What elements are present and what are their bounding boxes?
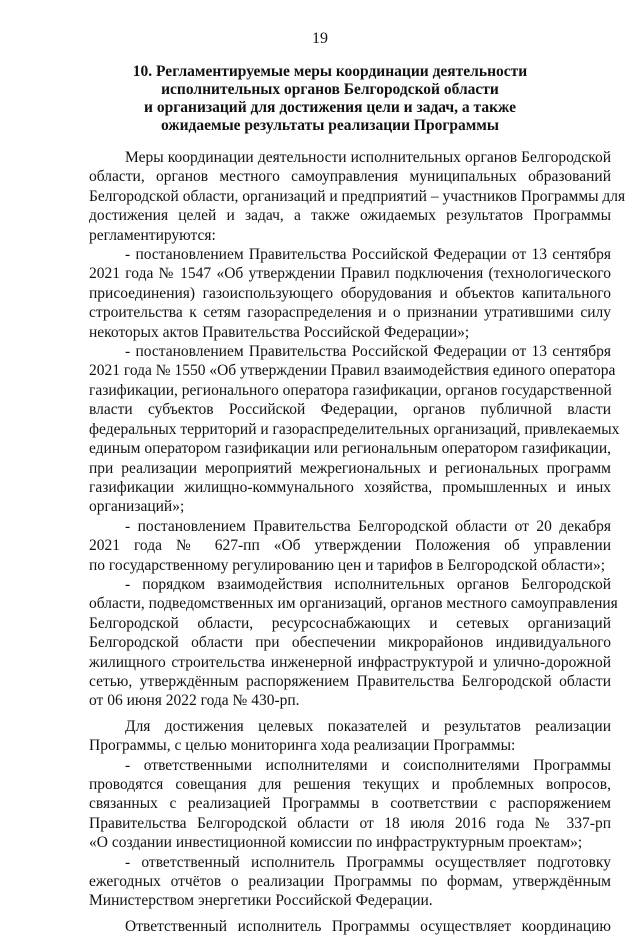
paragraph-line: федеральных территорий и газораспределительных организаций, привлекаемых — [89, 420, 620, 438]
body-paragraph — [89, 717, 611, 756]
paragraph-line: Для достижения целевых показателей и результатов реализации — [125, 717, 611, 735]
paragraph-line: области, органов местного самоуправления муниципальных образований — [89, 168, 611, 186]
heading-line: и организаций для достижения цели и задач, а также — [144, 99, 516, 116]
paragraph-line: Белгородской области, ресурсоснабжающих и сетевых организаций — [89, 614, 611, 632]
paragraph-line: организаций»; — [89, 498, 185, 516]
paragraph-line: ежегодных отчётов о реализации Программы по формам, утверждённым — [89, 873, 611, 891]
paragraph-line: Меры координации деятельности исполнительных органов Белгородской — [125, 149, 611, 166]
paragraph-line: проводятся совещания для решения текущих и проблемных вопросов, — [89, 776, 611, 793]
paragraph-line: сетью, утверждённым распоряжением Правительства Белгородской области — [89, 672, 611, 690]
heading-line: ожидаемые результаты реализации Программы — [161, 117, 499, 134]
paragraph-line: 2021 года № 627-пп «Об утверждении Положения об управлении — [89, 537, 611, 555]
paragraph-line: по государственному регулированию цен и тарифов в Белгородской области»; — [89, 556, 606, 574]
paragraph-line: Белгородской области при обеспечении микрорайонов индивидуального — [89, 634, 611, 652]
paragraph-line: Белгородской области, организаций и предприятий – участников Программы для — [89, 187, 626, 205]
paragraph-line: - постановлением Правительства Белгородской области от 20 декабря — [125, 517, 611, 535]
body-paragraph — [89, 917, 611, 936]
heading-line: 10. Регламентируемые меры координации деятельности — [132, 63, 528, 80]
paragraph-line: присоединения) газоиспользующего оборудования и объектов капитального — [89, 284, 611, 302]
body-paragraph — [89, 575, 618, 711]
paragraph-line: газификации, регионального оператора газификации, органов государственной — [89, 381, 612, 399]
paragraph-line: при реализации мероприятий межрегиональных и региональных программ — [89, 459, 611, 477]
paragraph-line: от 06 июня 2022 года № 430-рп. — [89, 692, 300, 710]
section-heading — [120, 63, 540, 135]
paragraph-line: - порядком взаимодействия исполнительных органов Белгородской — [125, 575, 611, 593]
paragraph-line: газификации жилищно-коммунального хозяйства, промышленных и иных — [89, 478, 611, 496]
body-paragraph — [89, 342, 620, 517]
page-number: 19 — [312, 30, 328, 47]
paragraph-line: регламентируются: — [89, 226, 216, 244]
paragraph-line: достижения целей и задач, а также ожидаемых результатов Программы — [89, 207, 611, 225]
paragraph-line: некоторых актов Правительства Российской Федерации»; — [89, 323, 470, 341]
paragraph-line: Правительства Белгородской области от 18 июля 2016 года № 337-рп — [89, 814, 611, 832]
body-paragraph — [89, 853, 611, 911]
body-paragraph — [89, 517, 611, 575]
paragraph-line: 2021 года № 1547 «Об утверждении Правил подключения (технологического — [89, 265, 611, 283]
paragraph-line: - постановлением Правительства Российской Федерации от 13 сентября — [125, 246, 611, 264]
paragraph-line: области, подведомственных им организаций, органов местного самоуправления — [89, 595, 618, 613]
paragraph-line: Программы, с целью мониторинга хода реализации Программы: — [89, 737, 516, 755]
paragraph-line: Министерством энергетики Российской Федерации. — [89, 892, 433, 910]
paragraph-line: 2021 года № 1550 «Об утверждении Правил взаимодействия единого оператора — [89, 362, 616, 380]
document-body — [89, 148, 626, 936]
paragraph-line: - ответственный исполнитель Программы осуществляет подготовку — [125, 853, 611, 871]
paragraph-line: власти субъектов Российской Федерации, органов публичной власти — [89, 401, 611, 419]
body-paragraph — [89, 756, 611, 853]
body-paragraph — [89, 148, 626, 245]
paragraph-line: Ответственный исполнитель Программы осуществляет координацию — [125, 917, 611, 935]
paragraph-line: жилищного строительства инженерной инфраструктурой и улично-дорожной — [89, 653, 611, 671]
paragraph-line: - ответственными исполнителями и соисполнителями Программы — [125, 756, 611, 774]
paragraph-line: - постановлением Правительства Российской Федерации от 13 сентября — [125, 343, 611, 361]
heading-line: исполнительных органов Белгородской области — [161, 81, 499, 98]
body-paragraph — [89, 245, 611, 342]
paragraph-line: «О создании инвестиционной комиссии по инфраструктурным проектам»; — [89, 834, 583, 852]
paragraph-line: строительства к сетям газораспределения и о признании утратившими силу — [89, 304, 611, 322]
paragraph-line: единым оператором газификации или региональным оператором газификации, — [89, 440, 611, 458]
paragraph-line: связанных с реализацией Программы в соответствии с распоряжением — [89, 795, 611, 813]
